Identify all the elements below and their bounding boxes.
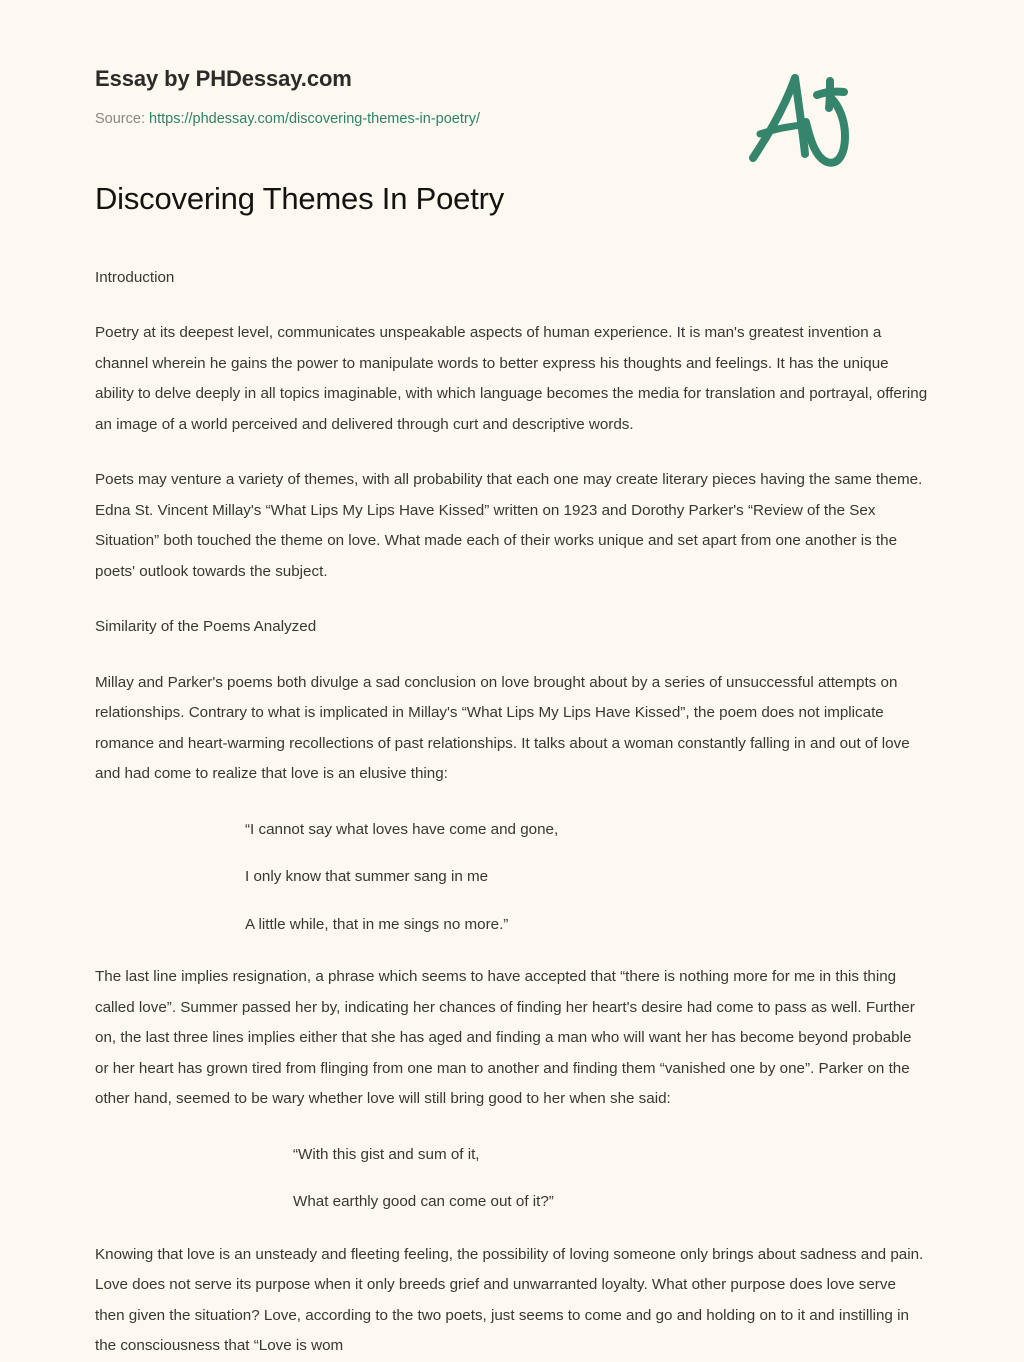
body-paragraph: Poetry at its deepest level, communicates unspeakable aspects of human experience. It is man's greatest invention a channel wherein he gains the power to manipulate words to better express his thoughts and feelings. It has the unique ability to delve deeply in all topics imaginable, with which language becomes the media for translation and portrayal, offering an image of a world perceived and delivered through curt and descriptive words. [95,324,928,433]
body-paragraph: Knowing that love is an unsteady and fleeting feeling, the possibility of loving someone only brings about sadness and pain. Love does not serve its purpose when it only breeds grief and unwarranted loyalty. What other purpose does love serve then given the situation? Love, according to the two poets, just seems to come and go and holding on to it and instilling in the consciousness that “Love is wom [95,1245,924,1355]
phdessay-a-plus-logo-icon [739,62,857,174]
body-paragraph: Poets may venture a variety of themes, with all probability that each one may create literary pieces having the same theme. Edna St. Vincent Millay's “What Lips My Lips Have Kissed” written on 1923 and Dorothy Parker's “Review of the Sex Situation” both touched the theme on love. What made each of their works unique and set apart from one another is the poets' outlook towards the subject. [95,471,923,580]
body-paragraph: Millay and Parker's poems both divulge a sad conclusion on love brought about by a series of unsuccessful attempts on relationships. Contrary to what is implicated in Millay's “What Lips My Lips Have Kissed”, the poem does not implicate romance and heart-warming recollections of past relationships. It talks about a woman constantly falling in and out of love and had come to realize that love is an elusive thing: [95,673,910,783]
essay-body [95,263,929,1362]
body-paragraph: The last line implies resignation, a phrase which seems to have accepted that “there is nothing more for me in this thing called love”. Summer passed her by, indicating her chances of finding her heart's desire had come to pass as well. Further on, the last three lines implies either that she has aged and finding a man who will want her has become beyond probable or her heart has grown tired from flinging from one man to another and finding them “vanished one by one”. Parker on the other hand, seemed to be wary whether love will still bring good to her when she said: [95,968,915,1108]
quote-line: A little while, that in me sings no more.” [245,915,509,933]
quote-line: I only know that summer sang in me [245,868,489,886]
document-header [95,0,929,128]
section-heading: Similarity of the Poems Analyzed [95,618,317,636]
page-title: Discovering Themes In Poetry [95,181,505,216]
quote-block [95,815,929,941]
source-label: Source: [95,111,145,128]
quote-line: “With this gist and sum of it, [293,1145,480,1163]
quote-block [95,1140,929,1218]
brand-title: Essay by PHDessay.com [95,66,352,91]
quote-line: “I cannot say what loves have come and gone, [245,820,559,838]
section-heading: Introduction [95,268,175,286]
source-url-link[interactable]: https://phdessay.com/discovering-themes-in-poetry/ [149,111,480,128]
quote-line: What earthly good can come out of it?” [293,1193,554,1211]
